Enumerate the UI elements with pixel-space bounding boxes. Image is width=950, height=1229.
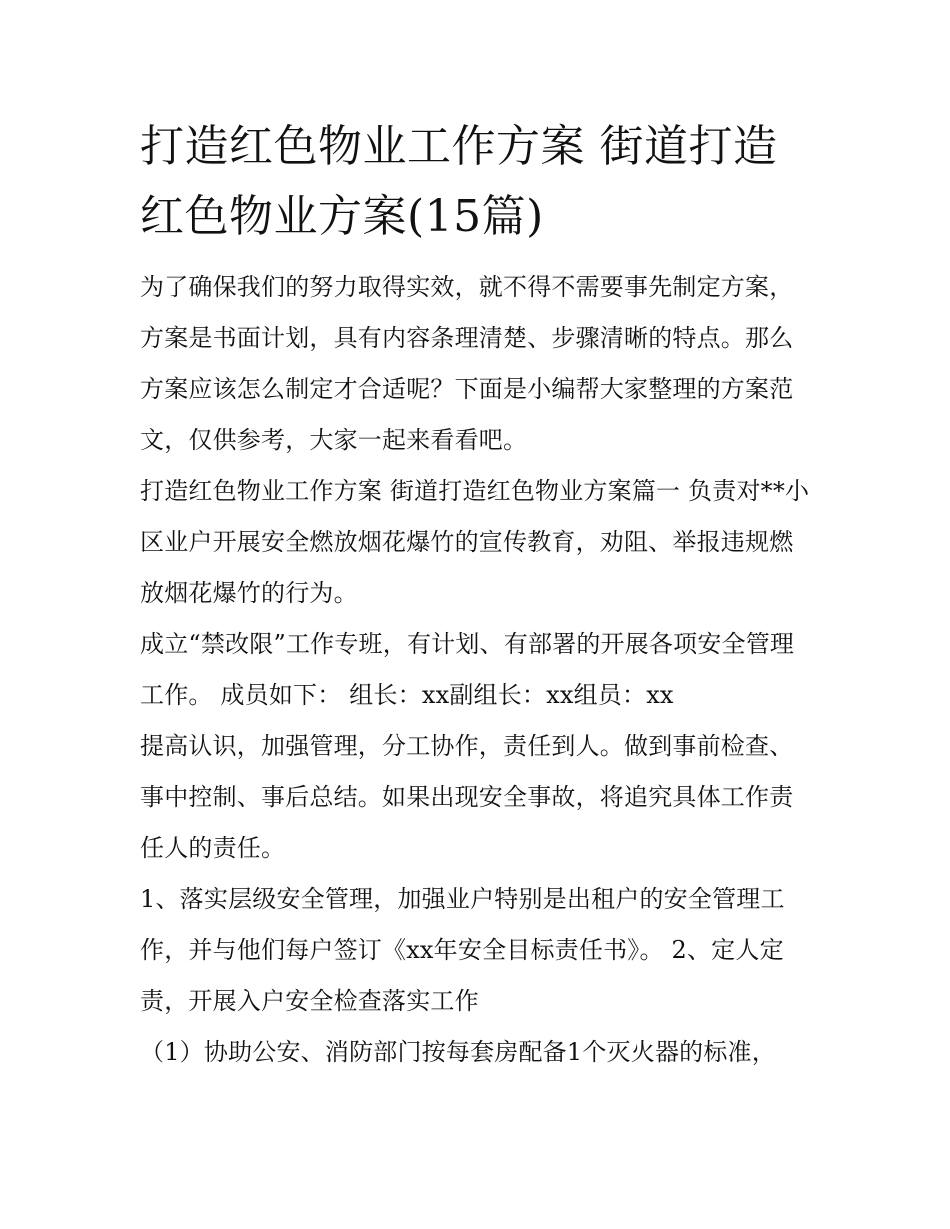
paragraph-responsibility: 提高认识，加强管理，分工协作，责任到人。做到事前检查、事中控制、事后总结。如果出现安全事故，将追究具体工作责任人的责任。 bbox=[140, 732, 794, 862]
paragraph-fire-extinguisher: （1）协助公安、消防部门按每套房配备1个灭火器的标准， bbox=[140, 1038, 776, 1066]
paragraph-section-one: 打造红色物业工作方案 街道打造红色物业方案篇一 负责对**小区业户开展安全燃放烟花爆竹的宣传教育，劝阻、举报违规燃放烟花爆竹的行为。 bbox=[140, 477, 810, 607]
paragraph-measures: 1、落实层级安全管理，加强业户特别是出租户的安全管理工作，并与他们每户签订《xx年安全目标责任书》。 2、定人定责，开展入户安全检查落实工作 bbox=[140, 885, 785, 1015]
document-body bbox=[140, 112, 815, 1078]
paragraph-task-force: 成立“禁改限”工作专班，有计划、有部署的开展各项安全管理工作。 成员如下： 组长：xx副组长：xx组员：xx bbox=[140, 630, 795, 709]
paragraph-intro: 为了确保我们的努力取得实效，就不得不需要事先制定方案，方案是书面计划，具有内容条理清楚、步骤清晰的特点。那么方案应该怎么制定才合适呢？下面是小编帮大家整理的方案范文，仅供参考，大家一起来看看吧。 bbox=[140, 273, 794, 454]
document-title: 打造红色物业工作方案 街道打造红色物业方案(15篇) bbox=[140, 121, 778, 242]
